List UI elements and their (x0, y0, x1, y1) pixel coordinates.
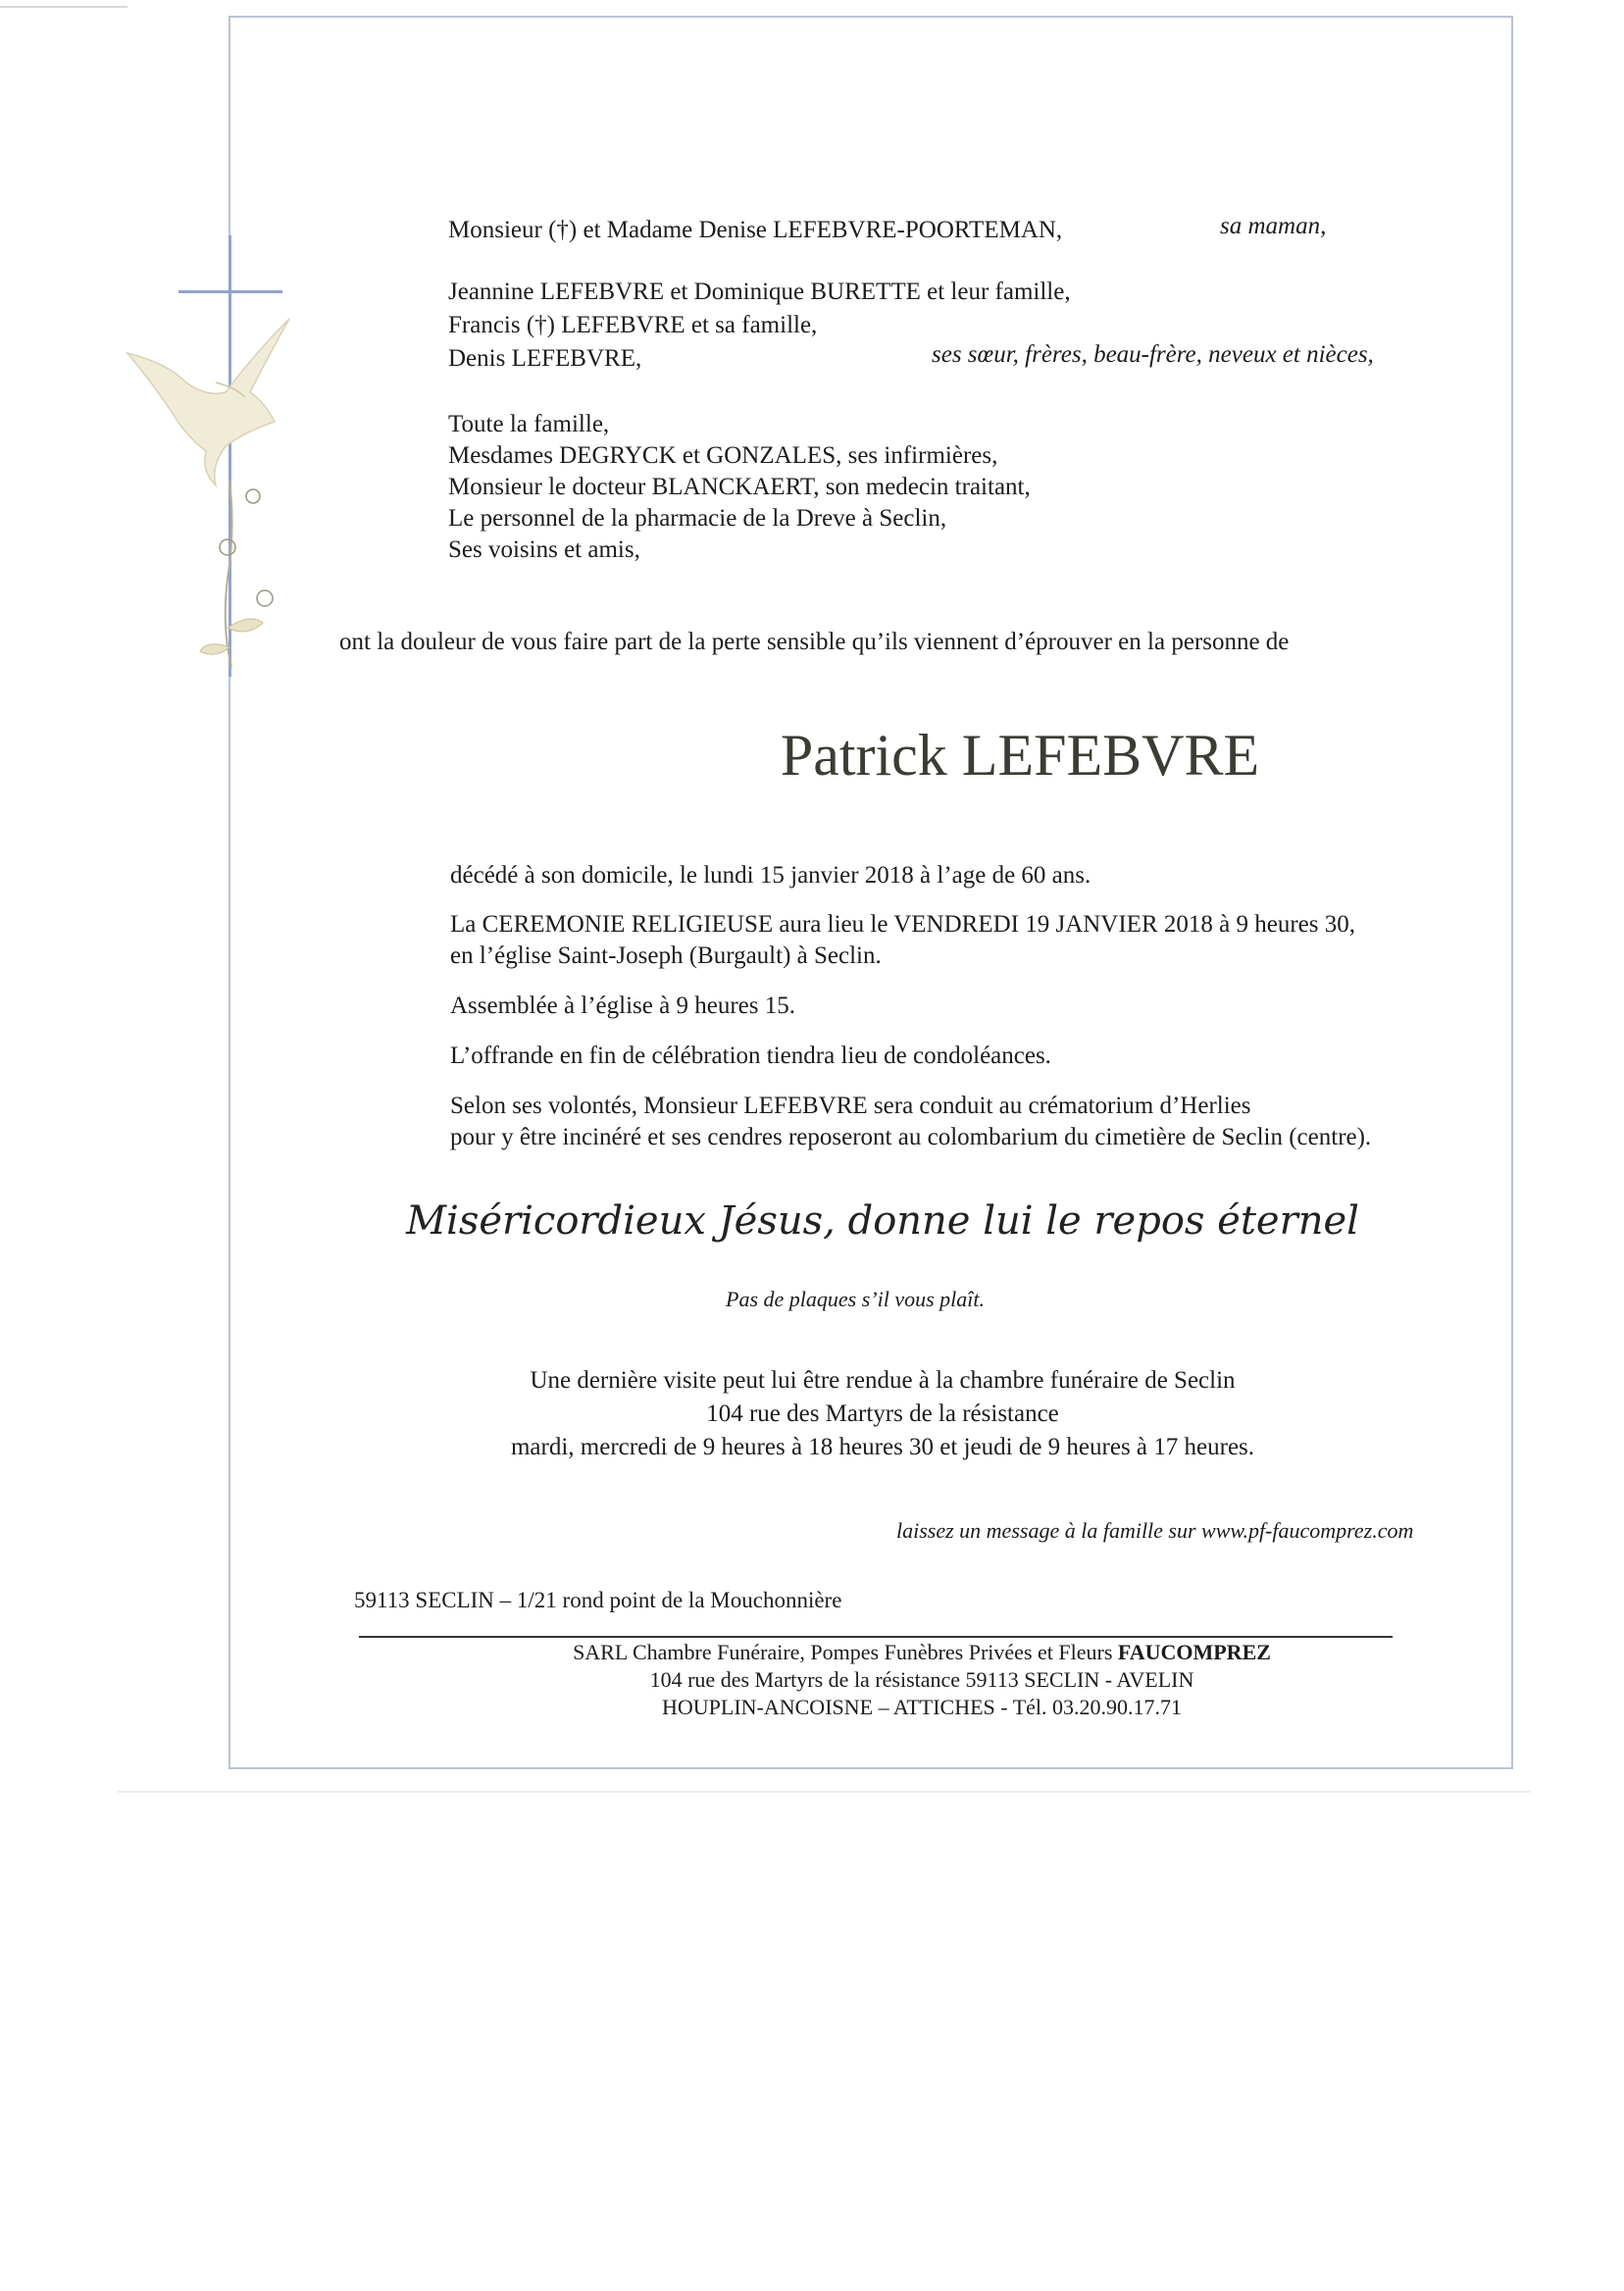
deceased-name: Patrick LEFEBVRE (780, 723, 1260, 788)
family-line: Toute la famille, (448, 411, 610, 437)
sibling-line: Francis (†) LEFEBVRE et sa famille, (448, 312, 818, 338)
address-line: 59113 SECLIN – 1/21 rond point de la Mouchonnière (354, 1588, 842, 1612)
cross-icon (178, 235, 282, 677)
announcement-text: ont la douleur de vous faire part de la perte sensible qu’ils viennent d’éprouver en la personne de (339, 629, 1290, 655)
siblings-role: ses sœur, frères, beau-frère, neveux et nièces, (932, 341, 1374, 368)
family-line: Ses voisins et amis, (448, 536, 640, 563)
footer-divider (359, 1636, 1393, 1638)
visit-line: Une dernière visite peut lui être rendue à la chambre funéraire de Seclin (530, 1367, 1236, 1394)
mother-role: sa maman, (1220, 213, 1327, 239)
family-line: Monsieur le docteur BLANCKAERT, son medecin traitant, (448, 474, 1031, 500)
bottom-faint-line (118, 1791, 1530, 1793)
sibling-line: Denis LEFEBVRE, (448, 345, 642, 372)
mother-line: Monsieur (†) et Madame Denise LEFEBVRE-POORTEMAN, (448, 217, 1063, 243)
top-faint-line (0, 6, 127, 8)
ceremony-line: La CEREMONIE RELIGIEUSE aura lieu le VENDREDI 19 JANVIER 2018 à 9 heures 30, (450, 911, 1355, 938)
family-line: Le personnel de la pharmacie de la Dreve à Seclin, (448, 505, 947, 532)
assembly-line: Assemblée à l’église à 9 heures 15. (450, 993, 795, 1019)
message-website: laissez un message à la famille sur www.pf-faucomprez.com (896, 1518, 1414, 1543)
cross-dove-decoration (118, 235, 304, 677)
footer-brand: FAUCOMPREZ (1117, 1640, 1271, 1664)
footer-company (392, 1639, 1451, 1666)
prayer-text: Miséricordieux Jésus, donne lui le repos éternel (406, 1198, 1359, 1244)
flower-stem-icon (200, 481, 273, 667)
visit-line: 104 rue des Martyrs de la résistance (706, 1400, 1059, 1427)
offering-line: L’offrande en fin de célébration tiendra lieu de condoléances. (450, 1043, 1051, 1069)
dove-icon (127, 319, 289, 485)
ceremony-line: en l’église Saint-Joseph (Burgault) à Seclin. (450, 942, 882, 969)
wishes-line: pour y être incinéré et ses cendres reposeront au colombarium du cimetière de Seclin (centre). (450, 1124, 1372, 1150)
death-details: décédé à son domicile, le lundi 15 janvier 2018 à l’age de 60 ans. (450, 862, 1091, 889)
wishes-line: Selon ses volontés, Monsieur LEFEBVRE sera conduit au crématorium d’Herlies (450, 1093, 1251, 1119)
family-line: Mesdames DEGRYCK et GONZALES, ses infirmières, (448, 442, 998, 469)
footer-company-text: SARL Chambre Funéraire, Pompes Funèbres Privées et Fleurs (573, 1640, 1118, 1664)
footer-contact: HOUPLIN-ANCOISNE – ATTICHES - Tél. 03.20.90.17.71 (661, 1695, 1183, 1719)
no-plaques-note: Pas de plaques s’il vous plaît. (726, 1287, 985, 1311)
visit-line: mardi, mercredi de 9 heures à 18 heures 30 et jeudi de 9 heures à 17 heures. (510, 1434, 1255, 1460)
footer-address: 104 rue des Martyrs de la résistance 59113 SECLIN - AVELIN (649, 1667, 1194, 1692)
sibling-line: Jeannine LEFEBVRE et Dominique BURETTE et leur famille, (448, 279, 1071, 305)
